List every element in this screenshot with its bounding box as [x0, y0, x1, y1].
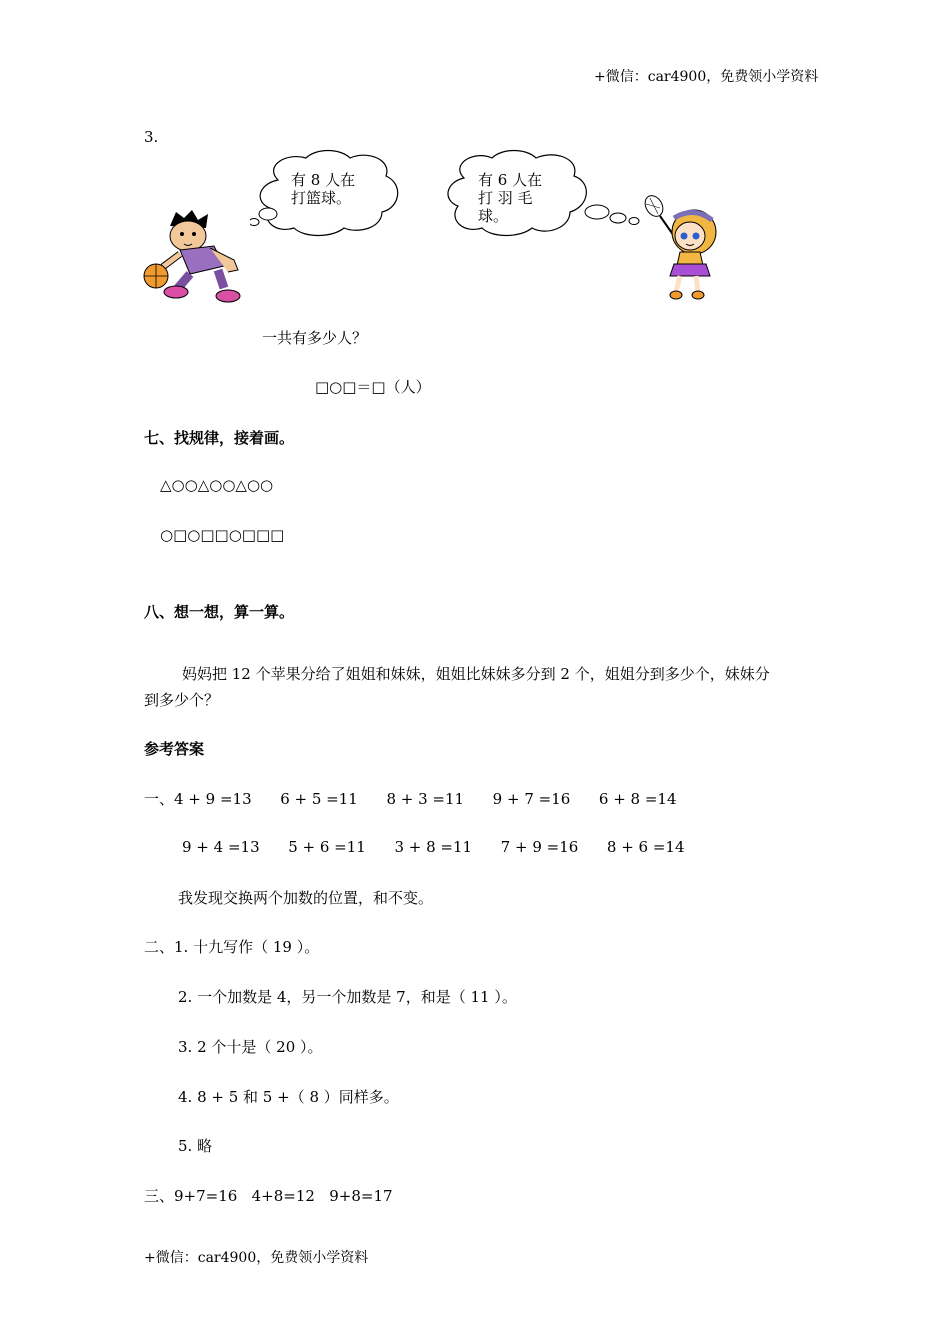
footer-note: +微信：car4900，免费领小学资料: [144, 1250, 369, 1266]
section8-title: 八、想一想，算一算。: [144, 603, 295, 621]
question-text: 一共有多少人？: [262, 329, 368, 347]
answer-part2-item1: 二、1. 十九写作（ 19 ）。: [144, 938, 320, 956]
answer-part3: 三、9+7=16 4+8=12 9+8=17: [144, 1187, 393, 1205]
answer-part2-item2: 2. 一个加数是 4，另一个加数是 7，和是（ 11 ）。: [178, 988, 517, 1006]
answers-title: 参考答案: [144, 740, 205, 758]
bubble-right-line3: 球。: [478, 207, 509, 225]
bubble-left-line1: 有 8 人在: [291, 171, 356, 189]
answer-part1-note: 我发现交换两个加数的位置，和不变。: [178, 889, 434, 907]
question-number: 3.: [144, 128, 159, 146]
answer-part2-item5: 5. 略: [178, 1137, 213, 1155]
basketball-boy-illustration: [140, 208, 250, 308]
equation-template: □○□＝□（人）: [315, 378, 431, 396]
word-problem-line1: 妈妈把 12 个苹果分给了姐姐和妹妹，姐姐比妹妹多分到 2 个，姐姐分到多少个，妹妹分: [182, 665, 770, 683]
answer-part2-item3: 3. 2 个十是（ 20 ）。: [178, 1038, 323, 1056]
thought-bubble-right: [440, 148, 650, 240]
pattern-row-2: ○□○□□○□□□: [160, 526, 285, 544]
bubble-right-line1: 有 6 人在: [478, 171, 543, 189]
answer-part2-item4: 4. 8 + 5 和 5 +（ 8 ）同样多。: [178, 1088, 399, 1106]
pattern-row-1: △○○△○○△○○: [160, 476, 274, 494]
bubble-right-line2: 打 羽 毛: [478, 189, 533, 207]
answer-part1-row1: 一、4 + 9 =13 6 + 5 =11 8 + 3 =11 9 + 7 =16 6 + 8 =14: [144, 790, 677, 808]
badminton-girl-illustration: [640, 192, 730, 304]
bubble-left-line2: 打篮球。: [291, 189, 352, 207]
answer-part1-row2: 9 + 4 =13 5 + 6 =11 3 + 8 =11 7 + 9 =16 8 + 6 =14: [182, 838, 685, 856]
word-problem-line2: 到多少个？: [144, 691, 220, 709]
section7-title: 七、找规律，接着画。: [144, 429, 295, 447]
header-note: +微信：car4900，免费领小学资料: [594, 69, 819, 85]
